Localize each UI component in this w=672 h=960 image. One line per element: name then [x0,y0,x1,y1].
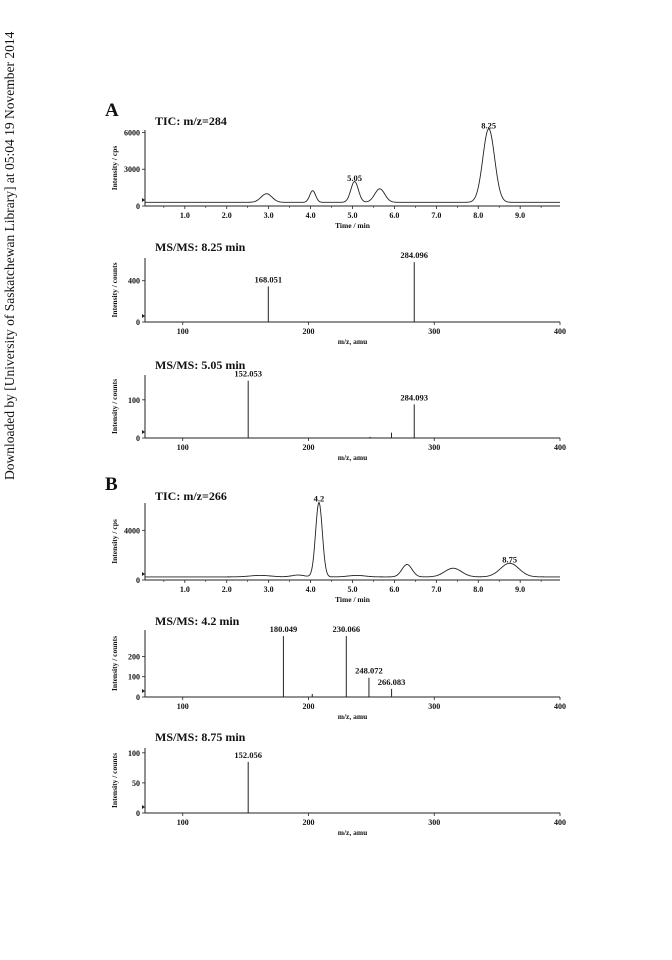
y-axis-label: Intensity / counts [110,378,119,435]
x-tick-label: 300 [428,443,441,452]
x-tick-label: 6.0 [389,585,400,594]
y-axis-label: Intensity / counts [110,635,119,692]
x-tick-label: 5.0 [347,585,358,594]
y-tick-label: 100 [128,672,140,682]
panel-label: B [105,474,118,495]
y-tick-label: 3000 [124,165,140,175]
y-tick-label: 0 [136,809,140,818]
chart-title: MS/MS: 8.25 min [155,240,246,254]
x-tick-label: 400 [554,327,566,336]
x-tick-label: 8.0 [473,585,484,594]
y-axis-label: Intensity / cps [110,519,119,564]
peak-label: 284.096 [400,250,429,261]
y-axis-label: Intensity / counts [110,752,119,809]
chart-title: TIC: m/z=266 [155,489,227,503]
x-tick-label: 6.0 [389,211,400,220]
y-tick-label: 0 [136,318,140,327]
x-tick-label: 5.0 [347,211,358,220]
x-axis-label: m/z, amu [337,337,368,346]
x-tick-label: 4.0 [305,585,316,594]
x-tick-label: 4.0 [305,211,316,220]
x-tick-label: 200 [302,818,315,827]
x-tick-label: 1.0 [179,585,190,594]
x-axis-label: Time / min [335,221,370,230]
chart-title: MS/MS: 4.2 min [155,614,240,628]
y-tick-label: 0 [136,434,140,443]
tic-trace [145,503,560,577]
chart-2 [110,240,566,346]
peak-label: 4.2 [313,493,325,504]
chart-title: MS/MS: 5.05 min [155,358,246,372]
x-tick-label: 100 [176,702,189,711]
chart-3 [110,358,566,462]
chart-5 [110,614,566,721]
x-tick-label: 100 [176,443,189,452]
y-tick-label: 100 [128,395,140,405]
y-tick-label: 0 [136,693,140,702]
panel-label: A [105,100,119,121]
x-tick-label: 1.0 [179,211,190,220]
x-tick-label: 300 [428,702,441,711]
peak-label: 248.072 [355,665,383,676]
chart-4 [110,489,560,604]
x-axis-label: Time / min [335,595,370,604]
x-axis-label: m/z, amu [337,453,368,462]
peak-label: 284.093 [400,392,429,403]
x-tick-label: 2.0 [221,585,232,594]
peak-label: 8.75 [502,554,518,565]
x-tick-label: 7.0 [431,211,442,220]
peak-label: 266.083 [377,676,406,687]
peak-label: 8.25 [481,120,497,131]
y-tick-label: 0 [136,576,140,585]
x-tick-label: 200 [302,327,315,336]
x-tick-label: 100 [176,327,189,336]
y-tick-label: 0 [136,202,140,211]
peak-label: 5.05 [347,173,363,184]
x-tick-label: 8.0 [473,211,484,220]
x-axis-label: m/z, amu [337,712,368,721]
x-tick-label: 3.0 [263,211,274,220]
x-tick-label: 400 [554,818,566,827]
y-axis-label: Intensity / counts [110,262,119,318]
x-axis-label: m/z, amu [337,828,368,837]
peak-label: 230.066 [332,624,361,635]
tic-trace [145,129,560,203]
chart-title: TIC: m/z=284 [155,114,227,128]
x-tick-label: 7.0 [431,585,442,594]
y-tick-label: 6000 [124,128,140,138]
x-tick-label: 3.0 [263,585,274,594]
download-note: Downloaded by [University of Saskatchewan Library] at 05:04 19 November 2014 [2,31,17,480]
peak-label: 168.051 [254,274,283,285]
chart-6 [110,730,566,837]
x-tick-label: 400 [554,702,566,711]
peak-label: 152.053 [234,368,263,379]
x-tick-label: 200 [302,443,315,452]
x-tick-label: 100 [176,818,189,827]
chart-title: MS/MS: 8.75 min [155,730,246,744]
x-tick-label: 9.0 [515,585,526,594]
y-tick-label: 200 [128,652,140,662]
y-tick-label: 100 [128,748,140,758]
peak-label: 152.056 [234,749,263,760]
y-tick-label: 400 [128,276,140,286]
y-tick-label: 4000 [124,526,140,536]
x-tick-label: 2.0 [221,211,232,220]
x-tick-label: 9.0 [515,211,526,220]
y-axis-label: Intensity / cps [110,145,119,191]
x-tick-label: 200 [302,702,315,711]
x-tick-label: 300 [428,818,441,827]
y-tick-label: 50 [132,778,140,788]
x-tick-label: 400 [554,443,566,452]
x-tick-label: 300 [428,327,441,336]
peak-label: 180.049 [269,624,298,635]
chart-1 [110,114,560,230]
